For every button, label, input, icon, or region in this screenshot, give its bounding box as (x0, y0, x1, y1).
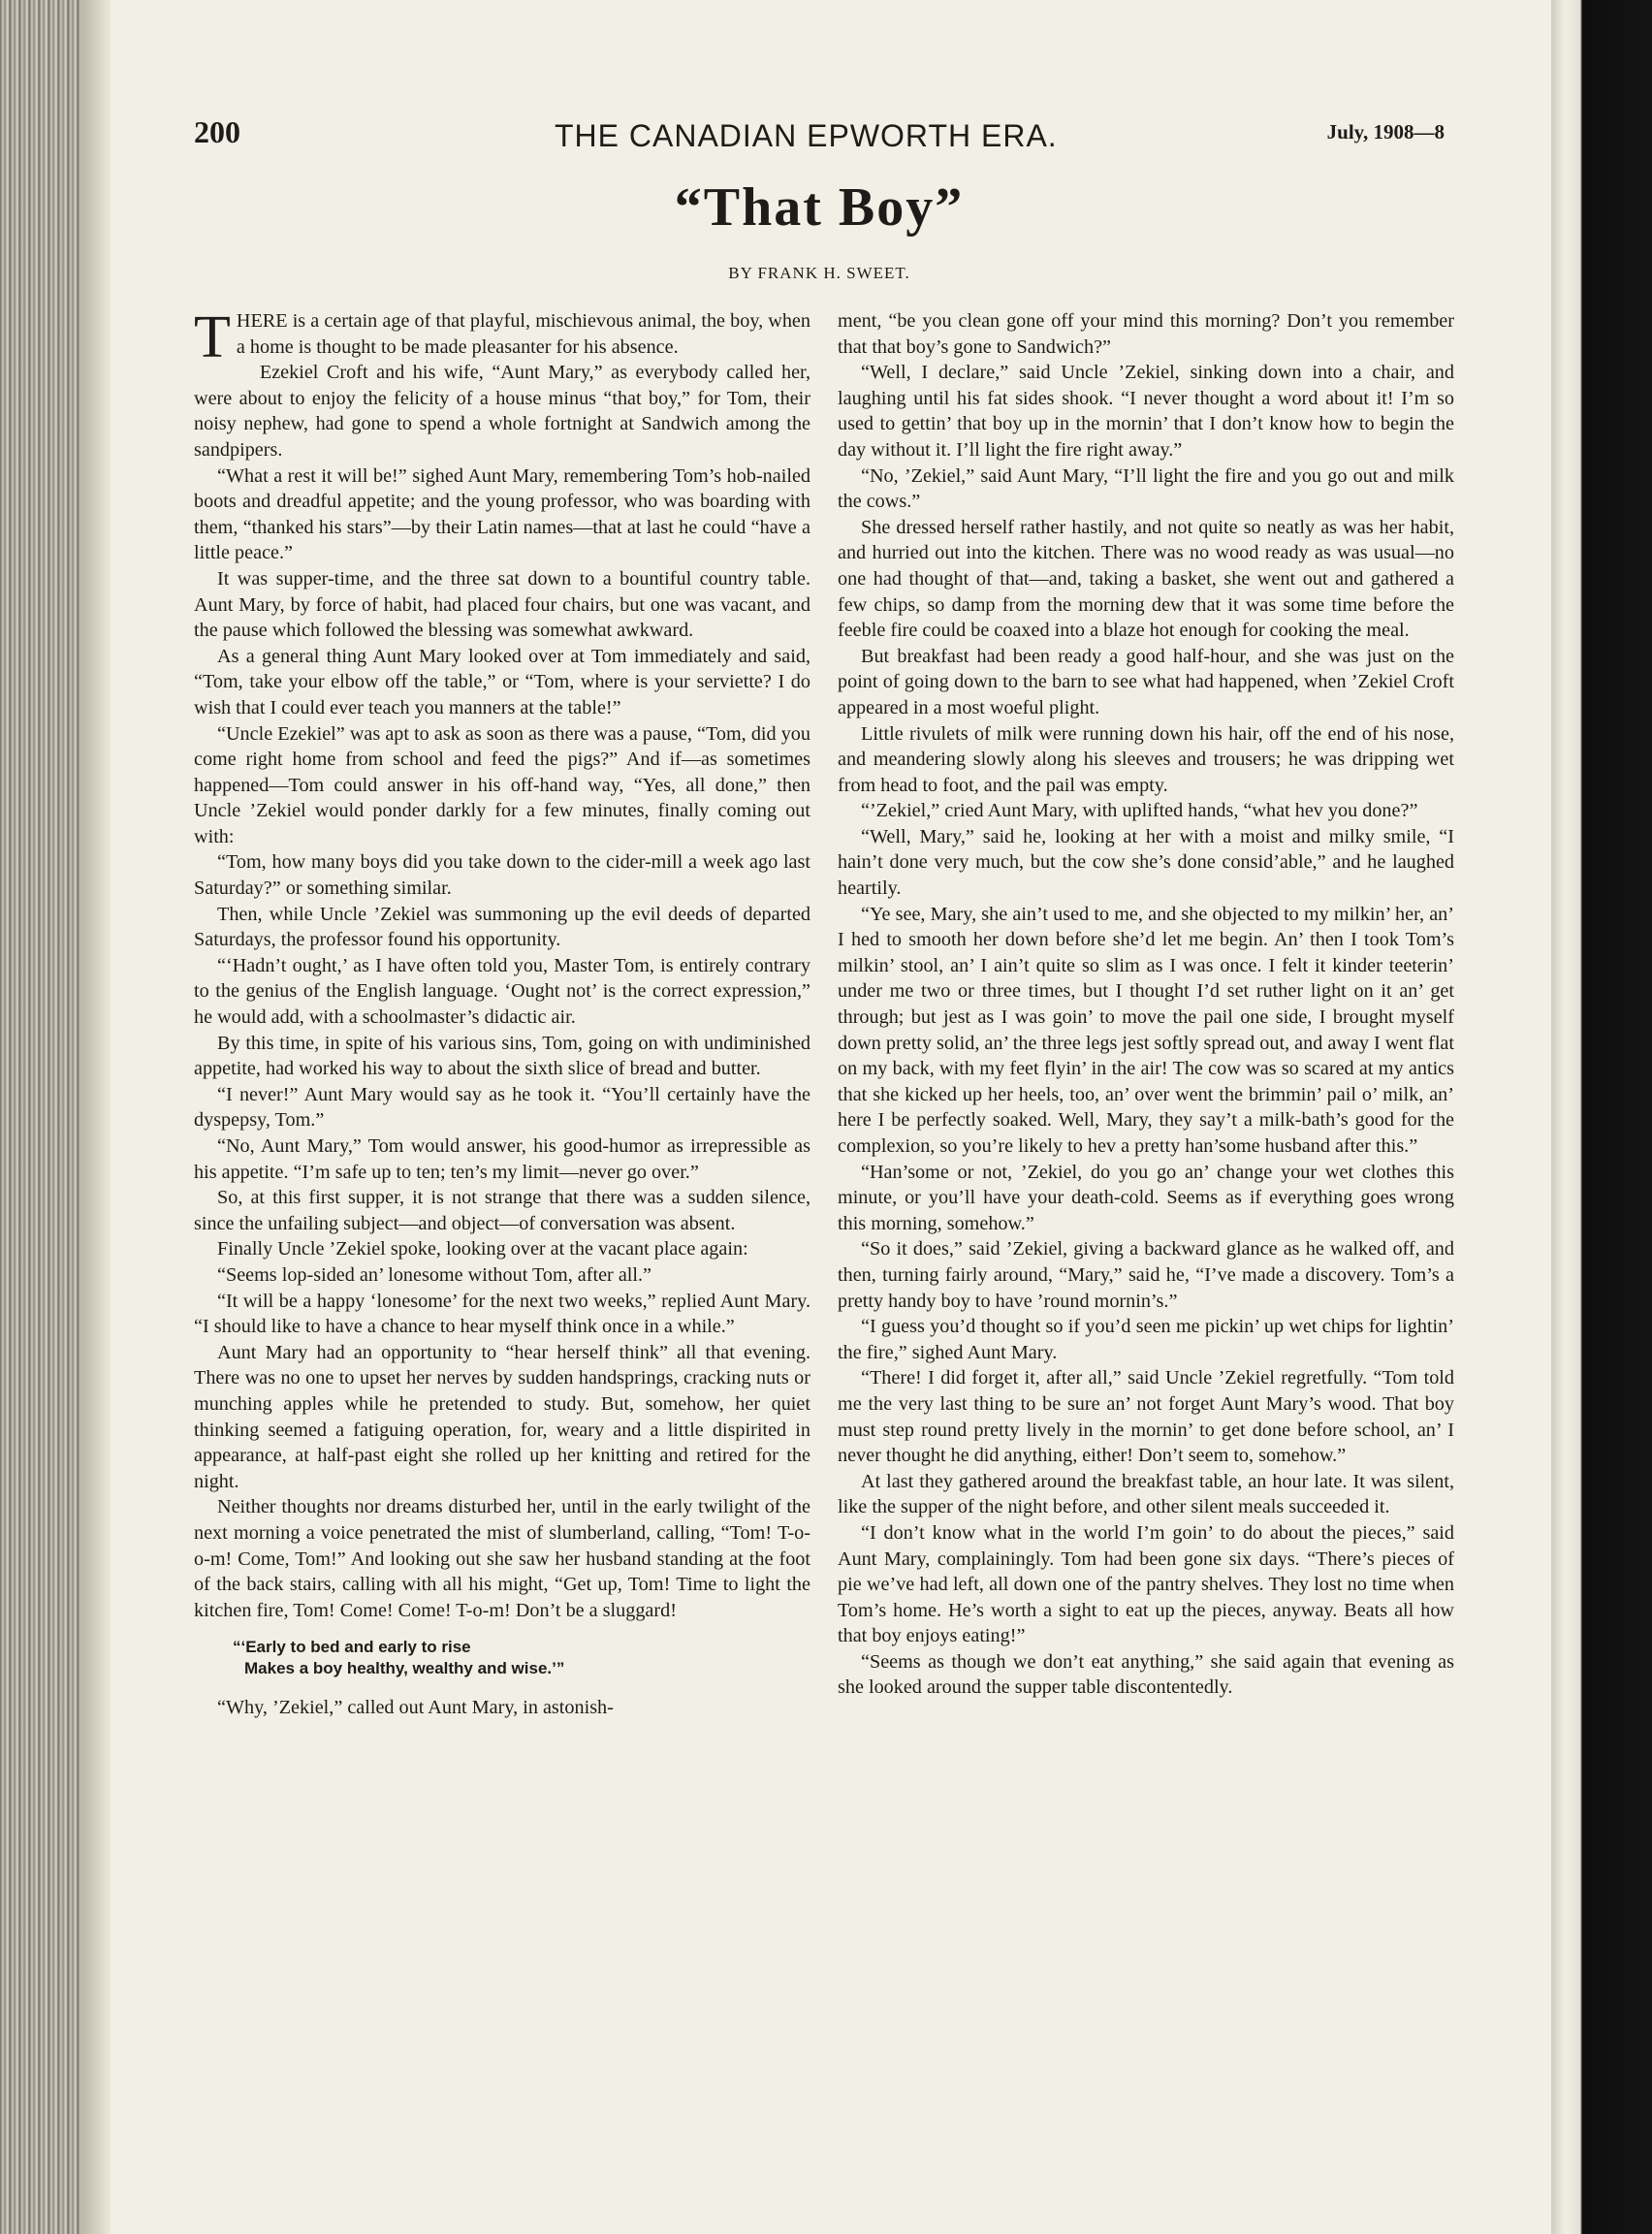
issue-date: July, 1908—8 (1326, 120, 1445, 144)
page-number: 200 (194, 114, 240, 149)
paragraph: “Seems as though we don’t eat anything,” she said again that evening as she looked around the supper table discontentedly. (838, 1650, 1454, 1699)
paragraph: “Seems lop-sided an’ lonesome without Tom, after all.” (217, 1263, 652, 1286)
paragraph: It was supper-time, and the three sat down to a bountiful country table. Aunt Mary, by force of habit, had placed four chairs, but one was vacant, and the pause which followed the blessing was somewhat awkward. (194, 567, 810, 642)
right-column (838, 308, 1454, 1701)
drop-cap: T (194, 304, 231, 370)
running-header (194, 114, 1445, 163)
paragraph: “‘Hadn’t ought,’ as I have often told you, Master Tom, is entirely contrary to the genius of the English language. ‘Ought not’ is the correct expression,” he would add, with a schoolmaster’s didactic air. (194, 954, 810, 1029)
article-byline: BY FRANK H. SWEET. (728, 264, 910, 282)
paragraph: She dressed herself rather hastily, and not quite so neatly as was her habit, and hurried out into the kitchen. There was no wood ready as was usual—no one had thought of that—and, taking a basket, she went out and gathered a few chips, so damp from the morning dew that it was some time before the feeble fire could be coaxed into a blaze hot enough for cooking the meal. (838, 516, 1454, 642)
paragraph: “It will be a happy ‘lonesome’ for the next two weeks,” replied Aunt Mary. “I should like to have a chance to hear myself think once in a while.” (194, 1290, 810, 1338)
paragraph: “Well, I declare,” said Uncle ’Zekiel, sinking down into a chair, and laughing until his fat sides shook. “I never thought a word about it! I’m so used to gettin’ that boy up in the mornin’ that I don’t know how to begin the day without it. I’ll light the fire right away.” (838, 362, 1454, 461)
paragraph: Then, while Uncle ’Zekiel was summoning up the evil deeds of departed Saturdays, the professor found his opportunity. (194, 903, 810, 951)
paragraph: “I guess you’d thought so if you’d seen me pickin’ up wet chips for lightin’ the fire,” sighed Aunt Mary. (838, 1316, 1454, 1363)
paragraph: By this time, in spite of his various sins, Tom, going on with undiminished appetite, had worked his way to about the sixth slice of bread and butter. (194, 1032, 810, 1080)
paragraph: At last they gathered around the breakfast table, an hour late. It was silent, like the supper of the night before, and other silent meals succeeded it. (838, 1470, 1454, 1518)
paragraph: “Ye see, Mary, she ain’t used to me, and she objected to my milkin’ her, an’ I hed to smooth her down before she’d let me begin. An’ then I took Tom’s milkin’ stool, an’ I ain’t quite so slim as I was once. I felt it kinder teeterin’ under me two or three times, but I thought I’d set ruther light on it an’ get through; but jest as I was goin’ to move the pail one side, I brought myself down pretty solid, an’ the three legs jest softly spread out, and away I went flat on my back, with my feet flyin’ in the air! The cow was so scared at my antics that she kicked up her heels, too, an’ over went the brimmin’ pail o’ milk, an’ here I be perfectly soaked. Well, Mary, they say’t a milk-bath’s good for the complexion, so you’re likely to hev a pretty han’some husband after this.” (838, 903, 1454, 1157)
verse-quote (194, 1637, 810, 1679)
next-page-edge (1551, 0, 1652, 2234)
paragraph: “No, ’Zekiel,” said Aunt Mary, “I’ll light the fire and you go out and milk the cows.” (838, 464, 1454, 513)
verse-line: Makes a boy healthy, wealthy and wise.’” (244, 1659, 565, 1678)
book-binding (0, 0, 81, 2234)
article-title: “That Boy” (674, 177, 965, 238)
paragraph: “Uncle Ezekiel” was apt to ask as soon as there was a pause, “Tom, did you come right home from school and feed the pigs?” And if—as sometimes happened—Tom could answer in his off-hand way, “Yes, all done,” then Uncle ’Zekiel would ponder darkly for a few minutes, finally coming out with: (194, 722, 810, 847)
paragraph: Aunt Mary had an opportunity to “hear herself think” all that evening. There was no one to upset her nerves by sudden handsprings, cracking nuts or munching apples while he pretended to study. But, somehow, her quiet thinking seemed a fatiguing operation, for, weary and a little dispirited in appearance, at half-past eight she rolled up her knitting and retired for the night. (194, 1341, 810, 1492)
paragraph: ment, “be you clean gone off your mind this morning? Don’t you remember that that boy’s gone to Sandwich?” (838, 310, 1454, 358)
paragraph: Ezekiel Croft and his wife, “Aunt Mary,” as everybody called her, were about to enjoy the felicity of a house minus “that boy,” for Tom, their noisy nephew, had gone to spend a whole fortnight at Sandwich among the sandpipers. (194, 362, 810, 461)
paragraph: So, at this first supper, it is not strange that there was a sudden silence, since the unfailing subject—and object—of conversation was absent. (194, 1187, 810, 1234)
journal-title: THE CANADIAN EPWORTH ERA. (555, 118, 1058, 153)
paragraph: “Han’some or not, ’Zekiel, do you go an’ change your wet clothes this minute, or you’ll have your death-cold. Seems as if everything goes wrong this morning, somehow.” (838, 1161, 1454, 1234)
left-column (194, 304, 810, 1721)
paragraph: Little rivulets of milk were running down his hair, off the end of his nose, and meandering slowly along his sleeves and trousers; he was dripping wet from head to foot, and the pail was empty. (838, 722, 1454, 796)
verse-line: “‘Early to bed and early to rise (233, 1638, 471, 1657)
paragraph: Neither thoughts nor dreams disturbed her, until in the early twilight of the next morning a voice penetrated the mist of slumberland, calling, “Tom! T-o-o-m! Come, Tom!” And looking out she saw her husband standing at the foot of the back stairs, calling with all his might, “Get up, Tom! Time to light the kitchen fire, Tom! Come! Come! T-o-m! Don’t be a sluggard! (194, 1496, 810, 1621)
paragraph: Finally Uncle ’Zekiel spoke, looking over at the vacant place again: (217, 1238, 748, 1261)
paragraph: But breakfast had been ready a good half-hour, and she was just on the point of going down to the barn to see what had happened, when ’Zekiel Croft appeared in a most woeful plight. (838, 645, 1454, 718)
paragraph: “I don’t know what in the world I’m goin’ to do about the pieces,” said Aunt Mary, complainingly. Tom had been gone six days. “There’s pieces of pie we’ve had left, all down one of the pantry shelves. They lost no time when Tom’s home. He’s worth a sight to eat up the pieces, anyway. Beats all how that boy enjoys eating!” (838, 1521, 1454, 1647)
page-gutter (81, 0, 111, 2234)
paragraph: “Why, ’Zekiel,” called out Aunt Mary, in astonish- (217, 1697, 614, 1719)
paragraph: “There! I did forget it, after all,” said Uncle ’Zekiel regretfully. “Tom told me the very last thing to be sure an’ not forget Aunt Mary’s wood. That boy must step round pretty lively in the mornin’ to get done before school, an’ I never thought he did anything, either! Don’t seem to, somehow.” (838, 1367, 1454, 1467)
paragraph: As a general thing Aunt Mary looked over at Tom immediately and said, “Tom, take your elbow off the table,” or “Tom, where is your serviette? I do wish that I could ever teach you manners at the table!” (194, 645, 810, 718)
paragraph: THERE is a certain age of that playful, mischievous animal, the boy, when a home is thought to be made pleasanter for his absence. (194, 304, 810, 370)
paragraph: “So it does,” said ’Zekiel, giving a backward glance as he walked off, and then, turning fairly around, “Mary,” said he, “I’ve made a discovery. Tom’s a pretty handy boy to have ’round mornin’s.” (838, 1238, 1454, 1312)
paragraph: “Well, Mary,” said he, looking at her with a moist and milky smile, “I hain’t done very much, but the cow she’s done consid’able,” and he laughed heartily. (838, 825, 1454, 900)
paragraph: “I never!” Aunt Mary would say as he took it. “You’ll certainly have the dyspepsy, Tom.” (194, 1083, 810, 1132)
paragraph: “Tom, how many boys did you take down to the cider-mill a week ago last Saturday?” or something similar. (194, 851, 810, 900)
paragraph: “’Zekiel,” cried Aunt Mary, with uplifted hands, “what hev you done?” (861, 800, 1418, 822)
paragraph: “What a rest it will be!” sighed Aunt Mary, remembering Tom’s hob-nailed boots and dreadful appetite; and the young professor, who was boarding with them, “thanked his stars”—by their Latin names—that at last he could “have a little peace.” (194, 464, 810, 564)
paragraph: “No, Aunt Mary,” Tom would answer, his good-humor as irrepressible as his appetite. “I’m safe up to ten; ten’s my limit—never go over.” (194, 1135, 810, 1183)
